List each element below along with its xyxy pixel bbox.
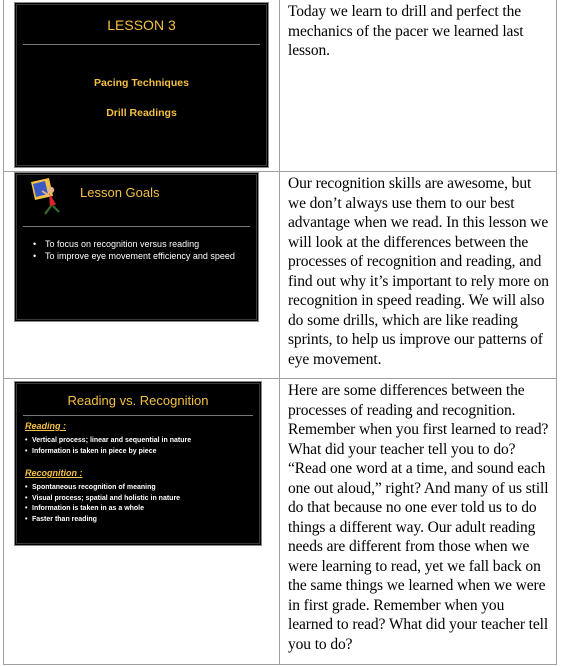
slide-bullet: • Visual process; spatial and holistic in nature: [25, 494, 255, 505]
bullet-dot: •: [33, 251, 37, 261]
bullet-dot: •: [25, 447, 28, 455]
table-row: [4, 0, 556, 172]
slide-bullet: • Spontaneous recognition of meaning: [25, 483, 255, 494]
table-row: [4, 379, 556, 665]
column-divider: [279, 379, 280, 665]
slide-divider: [23, 415, 253, 416]
figure-clipart-icon: [29, 176, 65, 216]
slide-bullet: • To improve eye movement efficiency and speed: [33, 251, 235, 261]
slide-bullet: Pacing Techniques: [94, 77, 189, 89]
slide-title: Lesson Goals: [80, 185, 160, 200]
slide-thumbnail: [14, 172, 259, 322]
bullet-dot: •: [25, 494, 28, 502]
slide-title: LESSON 3: [107, 17, 176, 33]
narration-text: Today we learn to drill and perfect the mechanics of the pacer we learned last lesson.: [288, 3, 524, 59]
slide-thumbnail: [14, 381, 262, 546]
column-divider: [279, 172, 280, 378]
slide-thumbnail: [14, 2, 269, 168]
slide-bullet: • Faster than reading: [25, 515, 255, 526]
column-divider: [279, 0, 280, 171]
slide-bullet: • To focus on recognition versus reading: [33, 239, 200, 249]
bullet-dot: •: [25, 505, 28, 512]
narration-text: Our recognition skills are awesome, but we don’t always use them to our best advantage when we read. In this lesson we will look at the differences between the processes of recognition and reading, and find out why it’s important to rely more on recognition in speed reading. We will also do some drills, which are like reading sprints, to help us improve our patterns of eye movement.: [288, 175, 549, 368]
slide-subheading: Recognition :: [25, 468, 83, 478]
slide-bullet-list: [33, 238, 248, 262]
bullet-dot: •: [25, 515, 28, 523]
bullet-dot: •: [25, 484, 28, 491]
bullet-dot: •: [25, 437, 28, 444]
slide-divider: [23, 226, 250, 227]
table-row: [4, 172, 556, 379]
slide-bullet: • Information is taken in as a whole: [25, 504, 255, 515]
bullet-dot: •: [33, 239, 37, 249]
slide-subheading: Reading :: [25, 421, 67, 431]
document-table: [3, 0, 557, 665]
slide-divider: [23, 44, 260, 45]
slide-title: Reading vs. Recognition: [67, 393, 209, 408]
slide-bullet: Drill Readings: [106, 107, 177, 119]
narration-text: Here are some differences between the processes of reading and recognition. Remember when you first learned to read? What did your teacher tell you to do? “Read one word at a time, and sound each one out aloud,” right? And many of us still do that because no one ever told us to do things a different way. Our adult reading needs are different from those when we were learning to read, yet we fall back on the same things we learned when we were in first grade. Remember when you learned to read? What did your teacher tell you to do?: [288, 382, 549, 653]
slide-bullet-list: [25, 436, 255, 457]
slide-bullet: • Information is taken in piece by piece: [25, 447, 255, 458]
slide-bullet-list: [25, 483, 255, 525]
slide-bullet: • Vertical process; linear and sequential in nature: [25, 436, 255, 447]
